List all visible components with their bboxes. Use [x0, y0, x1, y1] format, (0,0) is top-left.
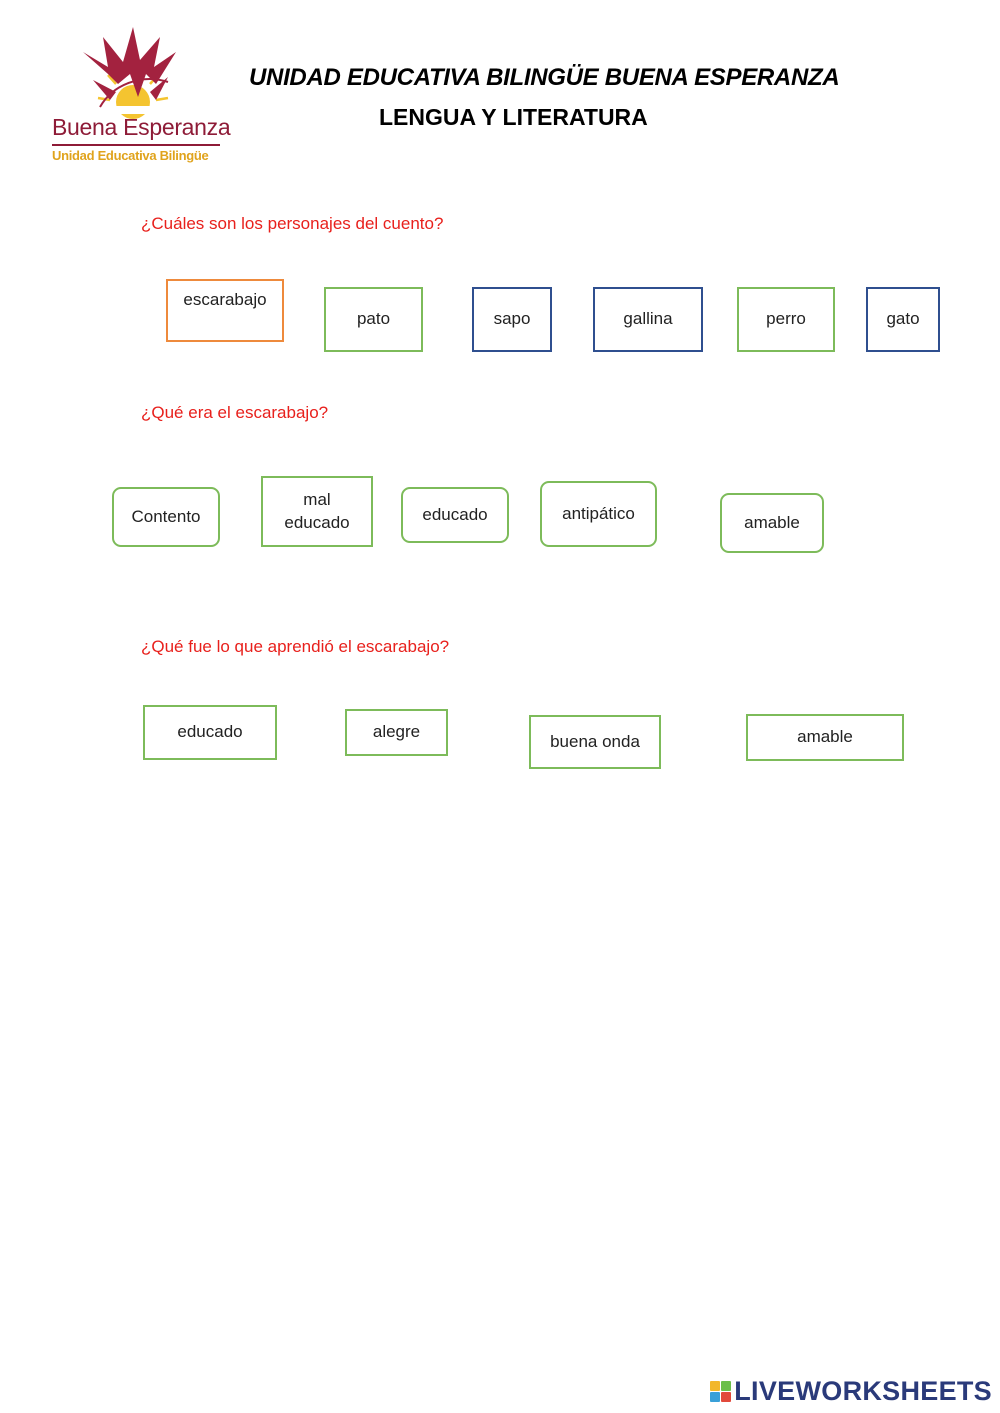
- answer-option[interactable]: buena onda: [529, 715, 661, 769]
- answer-option[interactable]: amable: [720, 493, 824, 553]
- liveworksheets-icon: [710, 1381, 731, 1402]
- answer-option[interactable]: amable: [746, 714, 904, 761]
- answer-option[interactable]: antipático: [540, 481, 657, 547]
- logo-divider: [52, 144, 220, 146]
- answer-option[interactable]: educado: [401, 487, 509, 543]
- answer-option[interactable]: alegre: [345, 709, 448, 756]
- watermark-text: LIVEWORKSHEETS: [734, 1376, 992, 1406]
- logo-tagline: Unidad Educativa Bilingüe: [52, 148, 209, 163]
- answer-option[interactable]: perro: [737, 287, 835, 352]
- question-2: ¿Qué era el escarabajo?: [141, 403, 329, 422]
- answer-option[interactable]: sapo: [472, 287, 552, 352]
- question-1: ¿Cuáles son los personajes del cuento?: [141, 214, 444, 233]
- page-title: UNIDAD EDUCATIVA BILINGÜE BUENA ESPERANZA: [249, 64, 840, 91]
- answer-option[interactable]: educado: [143, 705, 277, 760]
- answer-option[interactable]: gato: [866, 287, 940, 352]
- answer-option[interactable]: mal educado: [261, 476, 373, 547]
- answer-option[interactable]: escarabajo: [166, 279, 284, 342]
- page-subtitle: LENGUA Y LITERATURA: [379, 104, 648, 130]
- liveworksheets-watermark[interactable]: [710, 1376, 992, 1407]
- answer-option[interactable]: pato: [324, 287, 423, 352]
- answer-option[interactable]: gallina: [593, 287, 703, 352]
- answer-option[interactable]: Contento: [112, 487, 220, 547]
- question-3: ¿Qué fue lo que aprendió el escarabajo?: [141, 637, 450, 656]
- logo-name: Buena Esperanza: [52, 114, 231, 140]
